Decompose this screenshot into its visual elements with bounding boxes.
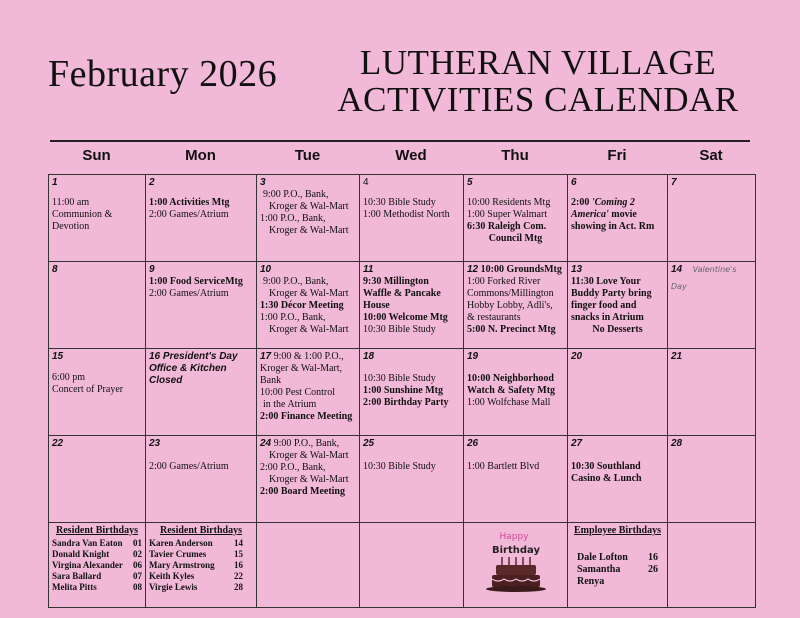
day-cell-17 <box>257 349 360 436</box>
event-text: 10:00 Residents Mtg <box>467 197 551 208</box>
event-text: Closed <box>149 375 183 386</box>
birthday-cake-icon <box>484 529 548 595</box>
cake-text-birthday: Birthday <box>491 545 540 556</box>
event-text: America' movie <box>571 209 637 220</box>
event-text: snacks in Atrium <box>571 312 644 323</box>
event-text: 9:00 P.O., Bank, <box>263 189 329 200</box>
event-text: & restaurants <box>467 312 521 323</box>
week-row-2 <box>49 262 756 349</box>
day-number: 10 <box>260 264 272 275</box>
resident-birthdays-title: Resident Birthdays <box>160 525 242 536</box>
day-cell-11 <box>360 262 464 349</box>
calendar-title <box>318 44 758 118</box>
event-text: finger food and <box>571 300 637 311</box>
event-time: 11:00 am <box>52 197 90 208</box>
event-text: Kroger & Wal-Mart <box>269 324 349 335</box>
event-text: Kroger & Wal-Mart <box>269 225 349 236</box>
day-cell-1 <box>49 175 146 262</box>
cake-text-happy: Happy <box>498 532 529 542</box>
event-text: 10:30 Bible Study <box>363 324 436 335</box>
day-cell-25 <box>360 436 464 523</box>
day-cell-2 <box>146 175 257 262</box>
day-number: 28 <box>671 438 683 449</box>
event-text: 9:00 P.O., Bank, <box>263 276 329 287</box>
weekday-thu: Thu <box>501 147 529 164</box>
day-number: 13 <box>571 264 583 275</box>
weekday-header <box>48 147 750 164</box>
event-text: 24 9:00 P.O., Bank, <box>260 438 340 449</box>
birthday-entry: Karen Anderson 14 <box>149 538 243 548</box>
event-text: 10:30 Bible Study <box>363 373 436 384</box>
event-text: Commons/Millington <box>467 288 554 299</box>
empty-cell <box>668 523 756 608</box>
day-cell-8 <box>49 262 146 349</box>
calendar-grid <box>48 174 756 608</box>
event-text: 1:00 Bartlett Blvd <box>467 461 540 472</box>
birthday-entry: Dale Lofton 16 <box>577 552 658 563</box>
header-rule <box>50 140 750 142</box>
employee-birthdays-title: Employee Birthdays <box>574 525 661 536</box>
event-text: Devotion <box>52 221 90 232</box>
event-text: 1:00 P.O., Bank, <box>260 213 326 224</box>
empty-cell <box>360 523 464 608</box>
day-number: 26 <box>467 438 479 449</box>
week-row-4 <box>49 436 756 523</box>
event-text: Communion & <box>52 209 113 220</box>
day-cell-16 <box>146 349 257 436</box>
day-number: 18 <box>363 351 375 362</box>
day-number: 21 <box>671 351 683 362</box>
day-cell-7 <box>668 175 756 262</box>
birthday-entry: Samantha Renya 26 <box>577 564 658 587</box>
event-text: 2:00 Finance Meeting <box>260 411 353 422</box>
event-text: in the Atrium <box>263 399 317 410</box>
day-cell-14 <box>668 262 756 349</box>
event-text: 2:00 Board Meeting <box>260 486 345 497</box>
event-text: Casino & Lunch <box>571 473 642 484</box>
event-text: Buddy Party bring <box>571 288 652 299</box>
event-text: 1:30 Décor Meeting <box>260 300 344 311</box>
day-cell-15 <box>49 349 146 436</box>
employee-birthdays <box>568 523 668 608</box>
event-text: No Desserts <box>592 324 643 335</box>
birthday-entry: Virgina Alexander 06 <box>52 560 142 570</box>
day-cell-23 <box>146 436 257 523</box>
day-number: 8 <box>52 264 58 275</box>
event-text: 10:00 Pest Control <box>260 387 336 398</box>
event-text: 1:00 Methodist North <box>363 209 450 220</box>
event-text: 2:00 Games/Atrium <box>149 461 229 472</box>
event-text: 1:00 Sunshine Mtg <box>363 385 444 396</box>
day-number: 17 <box>260 351 272 362</box>
event-text: 10:30 Southland <box>571 461 641 472</box>
event-text: Kroger & Wal-Mart <box>269 450 349 461</box>
event-text: Kroger & Wal-Mart <box>269 201 349 212</box>
title-line-2: ACTIVITIES CALENDAR <box>337 80 739 119</box>
day-cell-6 <box>568 175 668 262</box>
week-row-3 <box>49 349 756 436</box>
event-text: Kroger & Wal-Mart <box>269 474 349 485</box>
event-text: 1:00 P.O., Bank, <box>260 312 326 323</box>
day-number: 5 <box>467 177 473 188</box>
birthday-row <box>49 523 756 608</box>
day-number: 23 <box>149 438 161 449</box>
weekday-tue: Tue <box>294 147 321 164</box>
event-time: 6:00 pm <box>52 372 86 383</box>
event-text: House <box>363 300 390 311</box>
event-text: 1:00 Activities Mtg <box>149 197 230 208</box>
day-cell-18 <box>360 349 464 436</box>
weekday-wed: Wed <box>395 147 427 164</box>
event-text: 1:00 Wolfchase Mall <box>467 397 551 408</box>
day-number: 7 <box>671 177 677 188</box>
day-cell-22 <box>49 436 146 523</box>
day-number: 4 <box>363 177 369 188</box>
event-text: 2:00 'Coming 2 <box>571 197 635 208</box>
resident-birthdays-1 <box>49 523 146 608</box>
day-number: 15 <box>52 351 64 362</box>
day-number: 11 <box>363 264 374 275</box>
event-text: Hobby Lobby, Adli's, <box>467 300 553 311</box>
birthday-entry: Donald Knight 02 <box>52 549 142 559</box>
day-cell-20 <box>568 349 668 436</box>
birthday-entry: Mary Armstrong 16 <box>149 560 243 570</box>
event-text: Waffle & Pancake <box>363 288 441 299</box>
event-text: 16 President's Day <box>149 351 238 362</box>
event-text: 9:30 Millington <box>363 276 429 287</box>
day-cell-10 <box>257 262 360 349</box>
event-text: showing in Act. Rm <box>571 221 655 232</box>
day-number: 19 <box>467 351 479 362</box>
event-text: 10:00 Welcome Mtg <box>363 312 448 323</box>
event-text: Kroger & Wal-Mart, <box>260 363 343 374</box>
day-number: 6 <box>571 177 577 188</box>
event-text: 17 9:00 & 1:00 P.O., <box>260 351 344 362</box>
event-text: 10:30 Bible Study <box>363 461 436 472</box>
event-text: Watch & Safety Mtg <box>467 385 556 396</box>
birthday-entry: Sara Ballard 07 <box>52 571 142 581</box>
day-cell-12 <box>464 262 568 349</box>
valentines-note: Valentine's Day <box>671 265 737 291</box>
birthday-entry: Melita Pitts 08 <box>52 582 142 592</box>
day-number: 24 <box>260 438 272 449</box>
weekday-sat: Sat <box>699 147 723 164</box>
event-text: Bank <box>260 375 282 386</box>
weekday-sun: Sun <box>82 147 111 164</box>
day-number: 2 <box>149 177 155 188</box>
birthday-entry: Virgie Lewis 28 <box>149 582 243 592</box>
empty-cell <box>257 523 360 608</box>
resident-birthdays-title: Resident Birthdays <box>56 525 138 536</box>
event-text: Kroger & Wal-Mart <box>269 288 349 299</box>
day-number: 20 <box>571 351 583 362</box>
event-text: Council Mtg <box>488 233 543 244</box>
day-cell-19 <box>464 349 568 436</box>
birthday-entry: Tavier Crumes 15 <box>149 549 243 559</box>
day-cell-24 <box>257 436 360 523</box>
event-text: Concert of Prayer <box>52 384 124 395</box>
day-number: 3 <box>260 177 266 188</box>
day-cell-9 <box>146 262 257 349</box>
birthday-entry: Keith Kyles 22 <box>149 571 243 581</box>
birthday-entry: Sandra Van Eaton 01 <box>52 538 142 548</box>
event-text: 1:00 Super Walmart <box>467 209 548 220</box>
event-text: 1:00 Forked River <box>467 276 541 287</box>
day-number: 14 <box>671 264 683 275</box>
day-cell-13 <box>568 262 668 349</box>
weekday-mon: Mon <box>185 147 216 164</box>
event-text: 2:00 Games/Atrium <box>149 209 229 220</box>
event-text: 10:00 Neighborhood <box>467 373 554 384</box>
day-number: 27 <box>571 438 583 449</box>
title-line-1: LUTHERAN VILLAGE <box>359 43 717 82</box>
event-text: 5:00 N. Precinct Mtg <box>467 324 556 335</box>
day-cell-5 <box>464 175 568 262</box>
event-text: 2:00 Games/Atrium <box>149 288 229 299</box>
event-text: 2:00 Birthday Party <box>363 397 449 408</box>
event-text: 6:30 Raleigh Com. <box>467 221 547 232</box>
day-cell-26 <box>464 436 568 523</box>
event-text: 10:30 Bible Study <box>363 197 436 208</box>
event-text: 12 10:00 GroundsMtg <box>467 264 562 275</box>
weekday-fri: Fri <box>607 147 627 164</box>
day-number: 22 <box>52 438 64 449</box>
day-cell-4 <box>360 175 464 262</box>
day-number: 25 <box>363 438 375 449</box>
day-number: 1 <box>52 177 58 188</box>
cake-cell <box>464 523 568 608</box>
event-text: 11:30 Love Your <box>571 276 641 287</box>
event-text: Office & Kitchen <box>149 363 227 374</box>
event-text: 1:00 Food ServiceMtg <box>149 276 243 287</box>
day-number: 9 <box>149 264 155 275</box>
week-row-1 <box>49 175 756 262</box>
resident-birthdays-2 <box>146 523 257 608</box>
month-heading: February 2026 <box>48 53 278 95</box>
event-text: 2:00 P.O., Bank, <box>260 462 326 473</box>
day-cell-27 <box>568 436 668 523</box>
day-cell-28 <box>668 436 756 523</box>
day-cell-21 <box>668 349 756 436</box>
day-cell-3 <box>257 175 360 262</box>
day-number: 12 <box>467 264 479 275</box>
